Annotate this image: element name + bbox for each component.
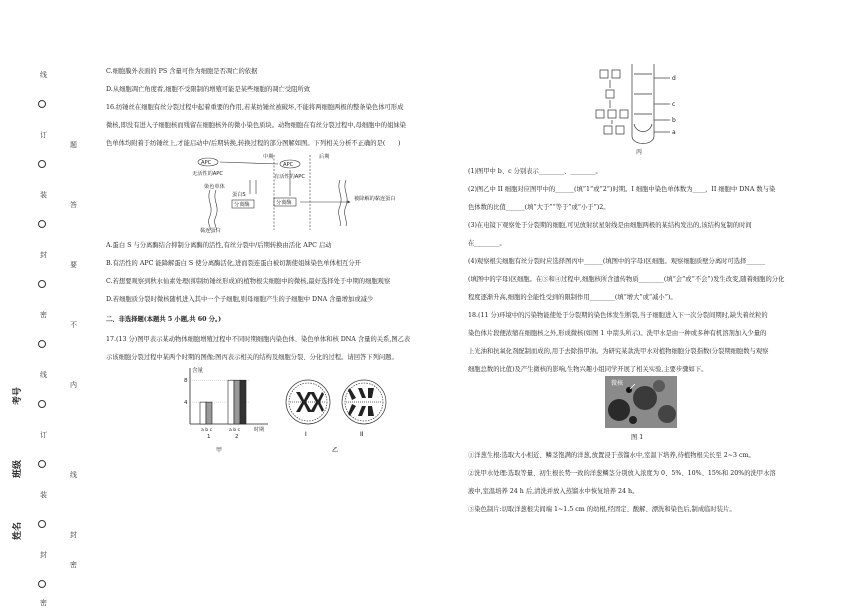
q17-part2-line1: (2)图乙中 II 细胞对应图甲中的______(填“1”或“2”)时期。I 细胞中染色单体数为____，II 细胞中 DNA 数与染 <box>468 186 776 193</box>
q17-part4-line1: (4)观察根尖细胞有丝分裂时应选择图丙中______(填图中的字母)区细胞。观察细胞质壁分离时可选择______ <box>468 258 766 265</box>
bing-label-d: d <box>672 75 676 82</box>
fig16-apc-inactive-label: 无活性的APC <box>192 171 224 177</box>
yi-cell-1-label: I <box>305 431 307 438</box>
jia-ytick-4: 4 <box>184 400 188 407</box>
binding-char-2: 装 <box>40 191 47 199</box>
fig16-protein-s-label: 蛋白S <box>232 192 246 198</box>
binding-hole-7 <box>38 520 46 528</box>
binding-hole-1 <box>38 160 46 168</box>
jia-bar-2-b <box>234 380 240 424</box>
binding-mid-char-0: 题 <box>70 141 77 149</box>
step-2-line2: 液中,室温培养 24 h 后,清洗并放入蒸馏水中恢复培养 24 h。 <box>468 488 639 495</box>
q18-line2: 染色体片段便浓缩在细胞核之外,形成微核(如图 1 中箭头所示)。洗甲水是由一种或多种有机溶剂加入少量的 <box>468 330 767 337</box>
binding-mid-char-5: 线 <box>70 471 77 479</box>
bing-label-a: a <box>672 129 676 136</box>
jia-series-labels-2: a b c <box>229 428 241 433</box>
figure-yi-cells <box>282 374 392 458</box>
jia-ytick-8: 8 <box>184 378 188 385</box>
jia-bar-2-a <box>228 380 234 424</box>
binding-char-4: 密 <box>40 311 47 319</box>
figure-1-micrograph <box>605 376 677 428</box>
fig16-stage-mid: 中期 <box>263 154 274 160</box>
option-b16: B.有活性的 APC 能降解蛋白 S 使分离酶活化,进而裂连蛋白被切割使姐妹染色单体相互分开 <box>106 260 361 267</box>
fig16-cohesin-label: 黏连蛋白 <box>200 228 221 234</box>
binding-field-xingming: 姓名 <box>13 521 23 540</box>
yi-caption: 乙 <box>332 447 339 454</box>
jia-caption: 甲 <box>216 447 223 454</box>
bing-label-b: b <box>672 117 676 124</box>
binding-hole-0 <box>38 100 46 108</box>
binding-char-8: 封 <box>40 551 47 559</box>
jia-xtick-1: 1 <box>207 434 211 440</box>
fig16-apc1-label: APC <box>201 160 212 166</box>
binding-field-kaohao: 考号 <box>13 386 23 405</box>
option-d16: D.若细胞质分裂时微核随机进入其中一个子细胞,则母细胞产生的子细胞中 DNA 含量增加或减少 <box>106 296 374 303</box>
question-17-line2: 示该细胞分裂过程中某两个时期的图像;图丙表示相关的结构及细胞分裂、分化的过程。请回答下列问题。 <box>106 354 398 361</box>
binding-char-3: 封 <box>40 251 47 259</box>
jia-series-labels-1: a b c <box>201 428 213 433</box>
bing-caption: 丙 <box>636 149 643 156</box>
binding-mid-char-6: 封 <box>70 531 77 539</box>
binding-hole-8 <box>38 580 46 588</box>
option-c15: C.细胞膜外表面的 PS 含量可作为细胞是否凋亡的依据 <box>106 68 258 75</box>
fig16-apc2-label: APC <box>283 162 294 168</box>
fig16-separase2-label: 分离酶 <box>276 200 292 206</box>
binding-mid-char-3: 不 <box>70 321 77 329</box>
binding-char-6: 订 <box>40 431 47 439</box>
fig16-separase1-label: 分离酶 <box>234 202 250 208</box>
q17-part2-line2: 色体数的比值______(填“大于”“等于”或“小于”)2。 <box>468 204 610 211</box>
step-2-line1: ②洗甲水处理:选取等量、初生根长势一致的洋葱鳞茎分别放入浓度为 0、5%、10%、15%和 20%的洗甲水溶 <box>468 470 776 477</box>
binding-field-banji: 班级 <box>13 459 23 478</box>
fig16-degraded-label: 被降解的黏连蛋白 <box>354 196 396 202</box>
jia-bar-1-b <box>206 402 212 424</box>
binding-margin <box>0 0 77 608</box>
binding-mid-char-1: 答 <box>70 201 77 209</box>
q18-line1: 18.(11 分)环境中的污染物能使处于分裂期的染色体发生断裂,当子细胞进入下一次分裂间期时,缺失着丝粒的 <box>468 312 768 319</box>
fig16-chromatid-label: 染色单体 <box>204 184 225 190</box>
binding-hole-6 <box>38 460 46 468</box>
figure-bing-root <box>592 64 682 156</box>
q18-line3: 上光油和抗氧化剂配制而成的,用于去除指甲油。为研究某款洗甲水对植物细胞分裂指数(分裂期细胞数与观察 <box>468 348 769 355</box>
q17-part3-line1: (3)在电镜下观察处于分裂期的细胞,可见放射状星射线是由细胞两极的某结构发出的,该结构复制的时间 <box>468 222 752 229</box>
binding-mid-char-7: 密 <box>70 561 77 569</box>
question-17-line1: 17.(13 分)图甲表示某动物体细胞增殖过程中不同时期细胞内染色体、染色单体和核 DNA 含量的关系,图乙表 <box>106 336 411 343</box>
binding-char-0: 线 <box>40 71 47 79</box>
yi-cell-2-chromosome <box>348 388 374 400</box>
jia-bar-2-c <box>240 380 246 424</box>
binding-mid-char-2: 要 <box>70 261 77 269</box>
binding-hole-4 <box>38 340 46 348</box>
jia-ylabel: 含量 <box>192 368 204 374</box>
figure-jia-bar-chart <box>172 366 272 458</box>
option-d15: D.从细胞凋亡角度看,细胞不受限制的增殖可能是某些细胞的凋亡受阻所致 <box>106 86 311 93</box>
fig16-stage-late: 后期 <box>319 154 330 160</box>
binding-hole-3 <box>38 280 46 288</box>
binding-mid-char-4: 内 <box>70 381 77 389</box>
figure-1-caption: 图 1 <box>631 434 644 441</box>
fig16-apc-active-label: 有活性的APC <box>274 174 306 180</box>
question-16-line3: 色单体均附着于纺锤丝上,才能启动中/后期转换,转换过程的部分图解如图。下列相关分析不正确的是( ) <box>106 140 401 147</box>
binding-char-1: 订 <box>40 131 47 139</box>
binding-char-5: 线 <box>40 371 47 379</box>
q18-line4: 细胞总数的比值)及产生微核的影响,生物兴趣小组同学开展了相关实验,主要步骤如下。 <box>468 366 708 373</box>
yi-cell-2-label: II <box>360 431 364 438</box>
q17-part1: (1)图甲中 b、c 分别表示________、________。 <box>468 168 602 175</box>
micronucleus-label: 微核 <box>611 380 624 387</box>
binding-hole-2 <box>38 220 46 228</box>
step-1: ①洋葱生根:选取大小相近、鳞茎饱满的洋葱,放置浸于蒸馏水中,室温下培养,待植物根尖长至 2~3 cm。 <box>468 452 755 459</box>
binding-char-7: 装 <box>40 491 47 499</box>
q17-part4-line3: 程度逐渐升高,细胞的全能性受到的限制作用________(填“增大”或“减小”)。 <box>468 294 677 301</box>
question-16-line1: 16.纺锤丝在细胞有丝分裂过程中起着重要的作用,若某纺锤丝被破坏,不能将两细胞两极的整条染色体可形成 <box>106 104 404 111</box>
option-a16: A.蛋白 S 与分离酶结合抑制分离酶的活性,有丝分裂中/后期转换由活化 APC 启动 <box>106 242 332 249</box>
question-16-line2: 微核,即没有进入子细胞核而残留在细胞核外的微小染色质块。动物细胞在有丝分裂过程中,母细胞中的姐妹染 <box>106 122 406 129</box>
binding-char-9: 密 <box>40 599 47 607</box>
bing-label-c: c <box>672 101 676 108</box>
step-3: ③染色制片:切取洋葱根尖间端 1~1.5 cm 的幼根,经固定、酸解、漂洗和染色后,制成临时装片。 <box>468 506 736 513</box>
jia-xlabel: 时期 <box>254 427 265 433</box>
jia-xtick-2: 2 <box>235 434 239 440</box>
q17-part3-line2: 在________。 <box>468 240 506 247</box>
figure-16-diagram <box>190 150 400 236</box>
section-2-heading: 二、非选择题(本题共 5 小题,共 60 分。) <box>106 316 222 323</box>
jia-bar-1-a <box>200 402 206 424</box>
q17-part4-line2: (填图中的字母)区细胞。在③和④过程中,细胞核所含遗传物质________(填“会”或“不会”)发生改变,随着细胞的分化 <box>468 276 785 283</box>
binding-hole-5 <box>38 400 46 408</box>
option-c16: C.若想要观察到秋水仙素处理(抑制纺锤丝形成)的植物根尖细胞中的微核,最好选择处于中期的细胞观察 <box>106 278 391 285</box>
